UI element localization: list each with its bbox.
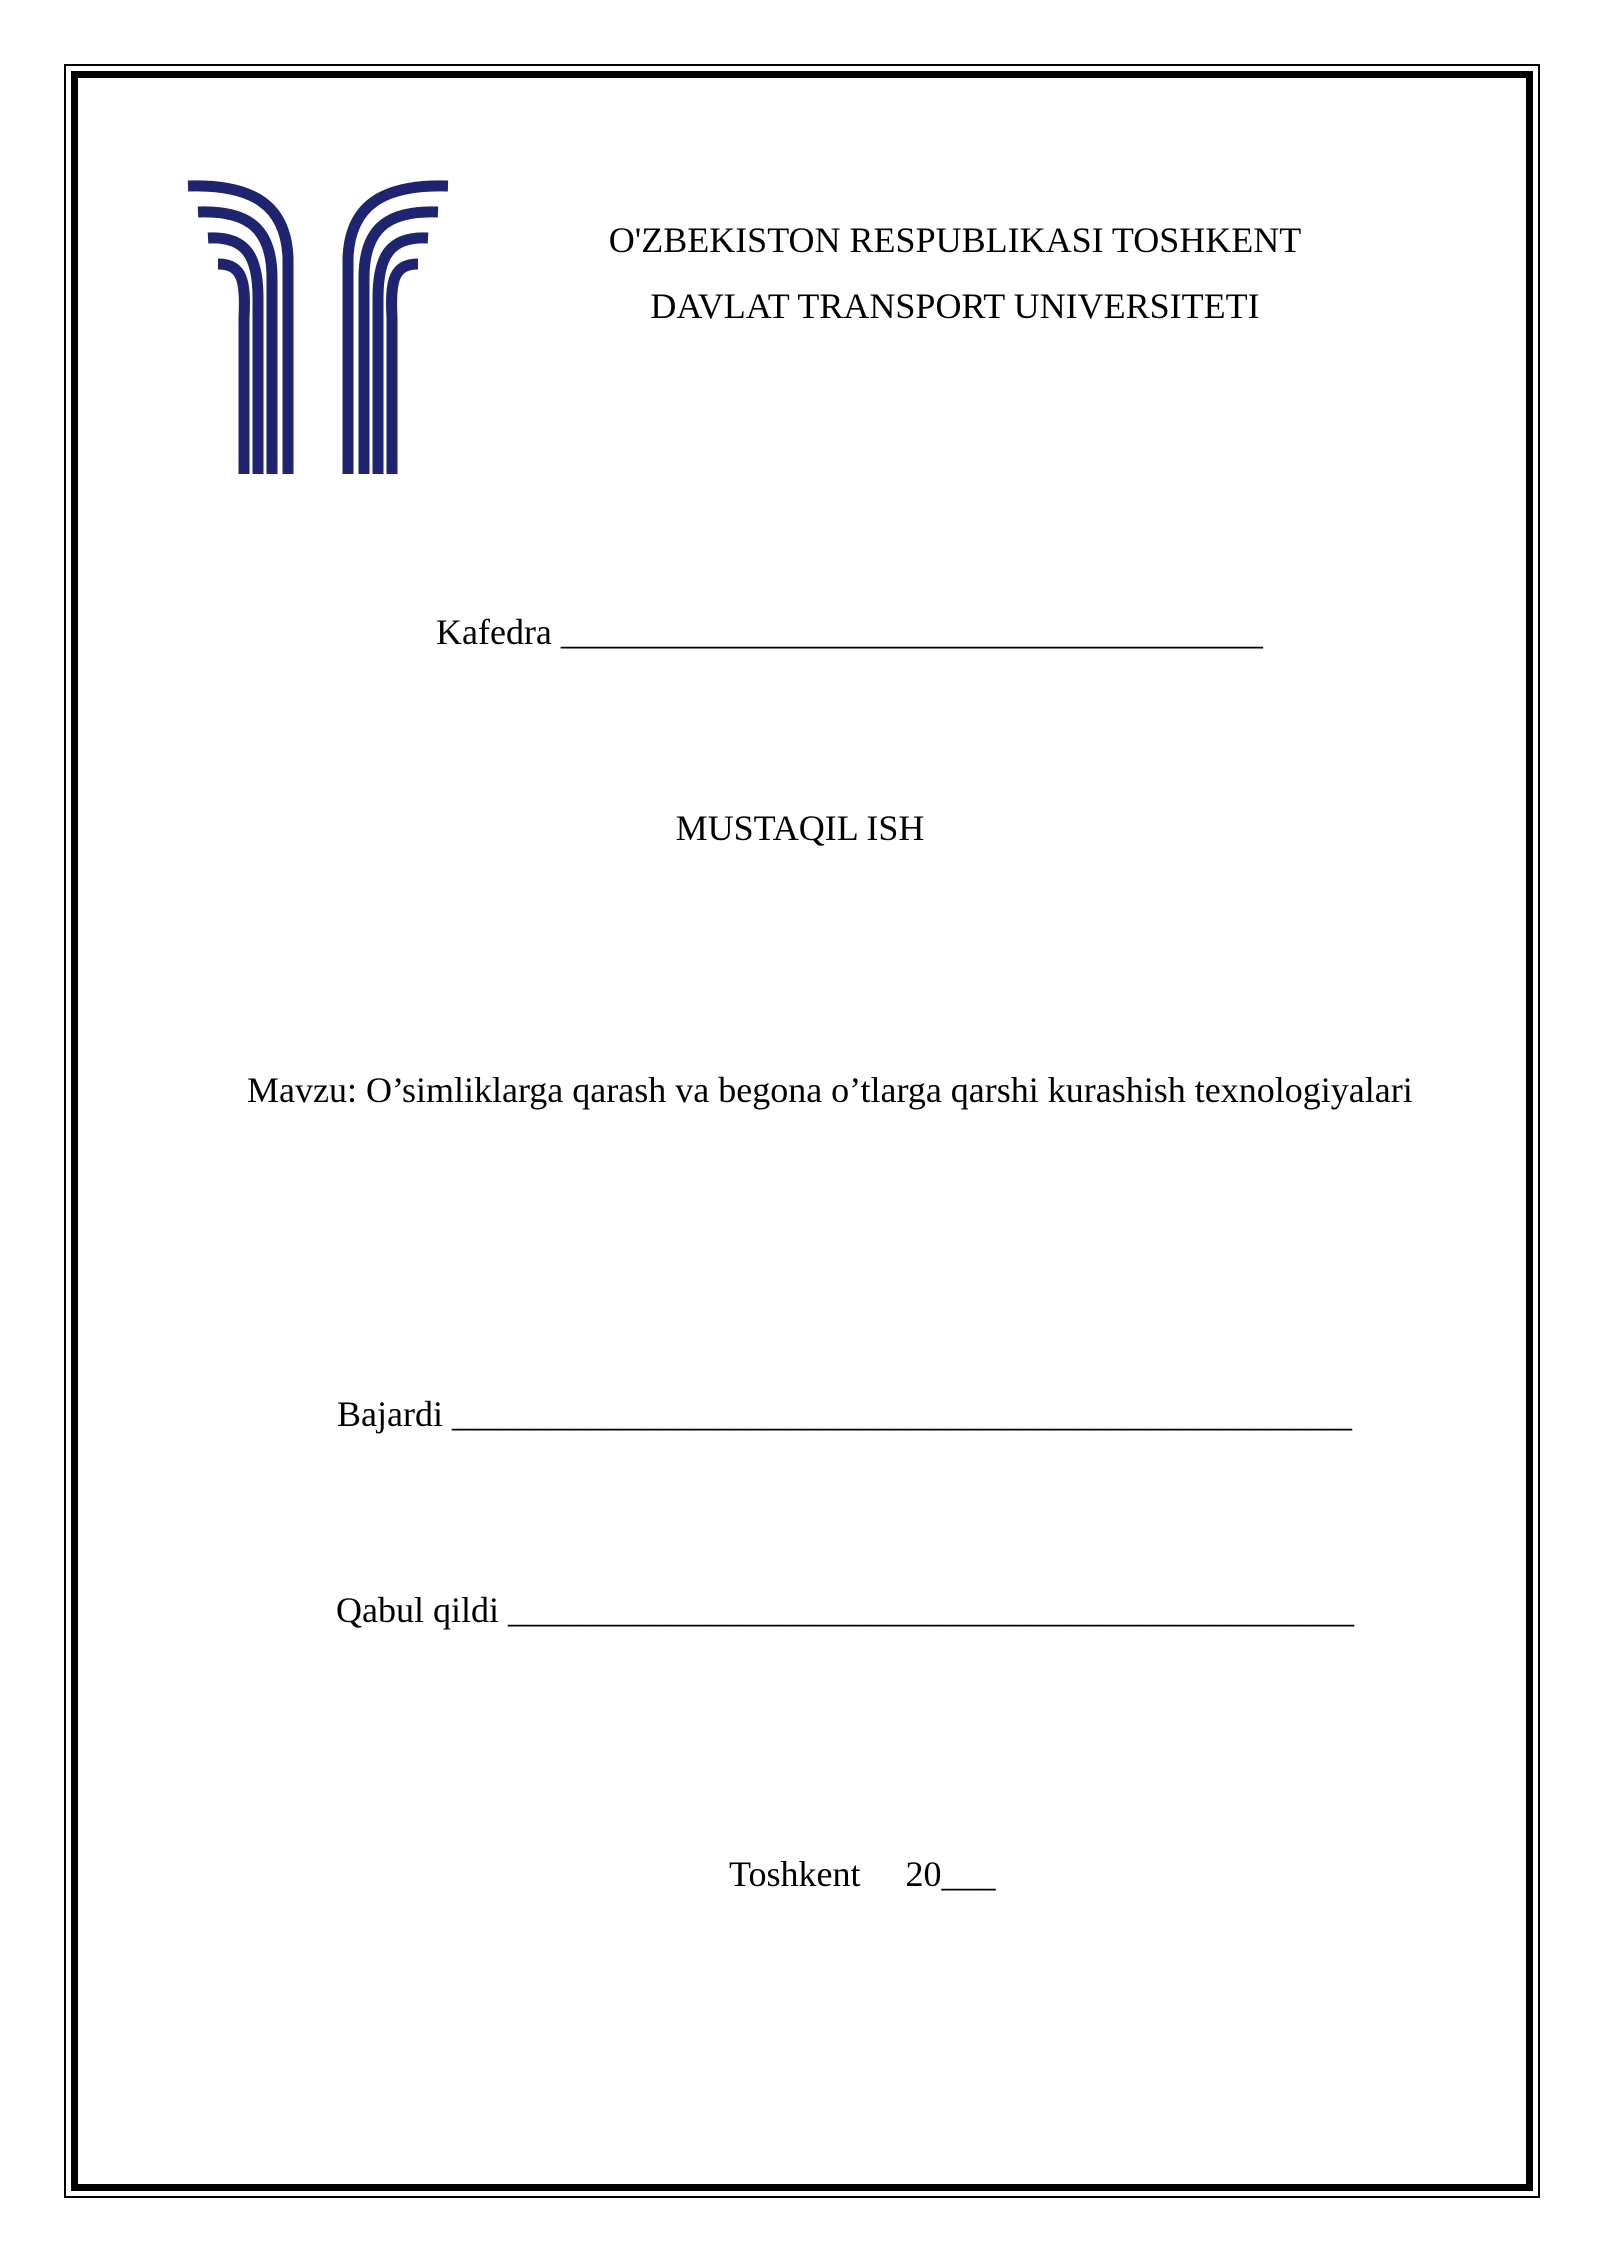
bajardi-label: Bajardi (337, 1394, 443, 1434)
qabul-label: Qabul qildi (336, 1590, 499, 1630)
kafedra-blank: _______________________________________ (560, 612, 1263, 652)
footer-place-year (729, 1852, 995, 1896)
footer-city: Toshkent (729, 1854, 861, 1894)
document-type: MUSTAQIL ISH (675, 808, 925, 848)
topic-label: Mavzu: (247, 1070, 357, 1110)
footer-year: 20___ (905, 1854, 996, 1894)
bajardi-field (337, 1392, 1352, 1436)
bajardi-blank: __________________________________________________ (451, 1394, 1352, 1434)
qabul-blank: _______________________________________________ (507, 1590, 1354, 1630)
university-name-line-1: O'ZBEKISTON RESPUBLIKASI TOSHKENT (608, 220, 1302, 260)
kafedra-field (436, 610, 1263, 654)
kafedra-label: Kafedra (436, 612, 552, 652)
topic-field (247, 1068, 1413, 1112)
qabul-field (336, 1588, 1354, 1632)
topic-value: O’simliklarga qarash va begona o’tlarga qarshi kurashish texnologiyalari (365, 1070, 1413, 1110)
university-name-line-2: DAVLAT TRANSPORT UNIVERSITETI (650, 286, 1260, 326)
